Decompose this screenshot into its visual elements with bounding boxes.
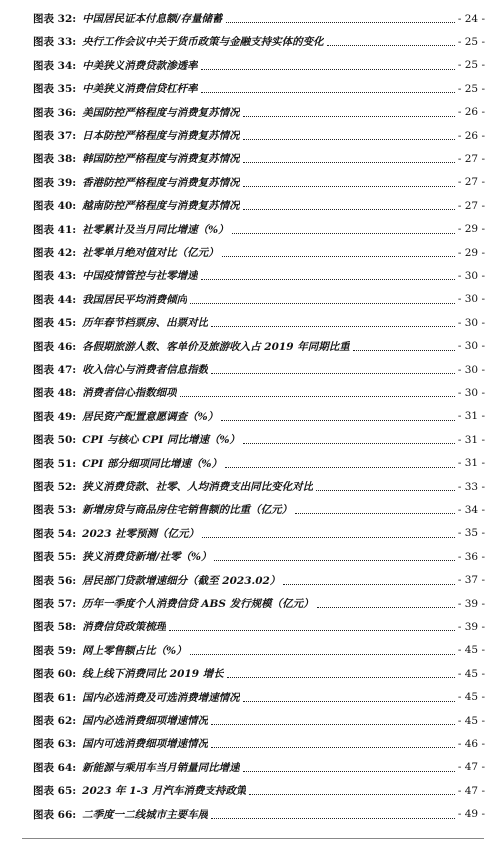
toc-entry-label: 图表 66: (33, 808, 77, 821)
toc-dot-leader (211, 316, 455, 327)
toc-dot-leader (316, 480, 455, 491)
toc-dot-leader (243, 129, 455, 140)
toc-dot-leader (243, 691, 455, 702)
toc-entry-title: CPI 部分细项同比增速（%） (82, 457, 222, 470)
toc-entry-label: 图表 58: (33, 621, 77, 634)
toc-entry-page-number: - 35 - (457, 527, 485, 540)
toc-entry-title: 线上线下消费同比 2019 增长 (82, 668, 224, 681)
toc-entry-label: 图表 53: (33, 504, 77, 517)
toc-entry[interactable] (33, 30, 485, 53)
toc-entry-title: 香港防控严格程度与消费复苏情况 (82, 176, 240, 189)
toc-entry-title: 居民部门贷款增速细分（截至 2023.02） (82, 574, 281, 587)
toc-entry[interactable] (33, 779, 485, 802)
toc-dot-leader (211, 363, 455, 374)
toc-entry-label: 图表 39: (33, 176, 77, 189)
toc-entry-page-number: - 31 - (457, 433, 485, 446)
toc-entry-title: 消费者信心指数细项 (82, 387, 177, 400)
toc-entry-label: 图表 55: (33, 551, 77, 564)
toc-dot-leader (226, 12, 455, 23)
toc-entry[interactable] (33, 803, 485, 826)
toc-dot-leader (225, 457, 455, 468)
toc-entry[interactable] (33, 381, 485, 404)
toc-dot-leader (214, 550, 454, 561)
toc-entry-title: 新增房贷与商品房住宅销售额的比重（亿元） (82, 504, 293, 517)
toc-entry-page-number: - 29 - (457, 223, 485, 236)
toc-dot-leader (211, 714, 455, 725)
toc-entry-page-number: - 25 - (457, 35, 485, 48)
toc-entry-title: 中国居民证本付息额/存量储蓄 (82, 13, 223, 25)
toc-entry-title: 国内可选消费细项增速情况 (82, 738, 209, 751)
toc-entry-label: 图表 38: (33, 153, 77, 166)
toc-entry-label: 图表 56: (33, 574, 77, 587)
toc-entry-page-number: - 47 - (457, 784, 485, 797)
toc-dot-leader (201, 269, 455, 280)
toc-entry-page-number: - 34 - (457, 503, 485, 516)
toc-entry-page-number: - 25 - (457, 82, 485, 95)
toc-entry[interactable] (33, 194, 485, 217)
toc-entry[interactable] (33, 615, 485, 638)
toc-entry-label: 图表 62: (33, 715, 77, 727)
toc-dot-leader (249, 784, 455, 795)
toc-entry[interactable] (33, 171, 485, 194)
toc-entry-page-number: - 30 - (457, 316, 485, 329)
toc-entry[interactable] (33, 101, 485, 124)
toc-dot-leader (327, 35, 455, 46)
toc-entry[interactable] (33, 241, 485, 264)
toc-entry[interactable] (33, 288, 485, 311)
toc-entry-title: 居民资产配置意愿调查（%） (82, 410, 219, 423)
toc-entry-title: 历年春节档票房、出票对比 (82, 317, 209, 330)
toc-entry-page-number: - 37 - (457, 574, 485, 587)
toc-entry[interactable] (33, 592, 485, 615)
toc-entry[interactable] (33, 54, 485, 77)
toc-entry[interactable] (33, 756, 485, 779)
toc-entry-page-number: - 33 - (457, 480, 485, 493)
toc-entry[interactable] (33, 218, 485, 241)
toc-entry[interactable] (33, 569, 485, 592)
toc-dot-leader (211, 737, 455, 748)
page-bottom-rule (22, 838, 484, 839)
toc-entry-title: 国内必选消费细项增速情况 (82, 715, 209, 727)
toc-entry[interactable] (33, 405, 485, 428)
toc-dot-leader (353, 340, 455, 351)
toc-entry-title: CPI 与核心 CPI 同比增速（%） (82, 434, 240, 447)
toc-entry-label: 图表 64: (33, 761, 77, 774)
toc-entry-page-number: - 45 - (457, 667, 485, 680)
toc-entry-title: 社零累计及当月同比增速（%） (82, 223, 229, 236)
toc-entry-label: 图表 51: (33, 457, 77, 470)
toc-entry-page-number: - 45 - (457, 714, 485, 727)
toc-entry-label: 图表 41: (33, 223, 77, 236)
toc-entry-label: 图表 48: (33, 387, 77, 400)
toc-dot-leader (243, 106, 455, 117)
toc-entry-page-number: - 24 - (457, 12, 485, 25)
toc-dot-leader (283, 574, 455, 585)
toc-entry-label: 图表 50: (33, 434, 77, 447)
toc-entry-label: 图表 40: (33, 200, 77, 213)
toc-entry-label: 图表 32: (33, 13, 77, 25)
toc-entry[interactable] (33, 662, 485, 685)
toc-entry-page-number: - 30 - (457, 340, 485, 353)
toc-entry-title: 日本防控严格程度与消费复苏情况 (82, 130, 240, 142)
toc-entry[interactable] (33, 522, 485, 545)
toc-entry-page-number: - 36 - (457, 550, 485, 563)
toc-entry-label: 图表 33: (33, 36, 77, 49)
toc-entry-title: 美国防控严格程度与消费复苏情况 (82, 106, 240, 119)
toc-entry[interactable] (33, 77, 485, 100)
toc-entry[interactable] (33, 264, 485, 287)
toc-entry-label: 图表 60: (33, 668, 77, 681)
toc-entry-page-number: - 27 - (457, 176, 485, 189)
toc-entry[interactable] (33, 545, 485, 568)
toc-dot-leader (243, 176, 455, 187)
toc-entry-page-number: - 30 - (457, 269, 485, 282)
toc-entry-title: 狭义消费贷款、社零、人均消费支出同比变化对比 (82, 481, 314, 493)
toc-entry-page-number: - 49 - (457, 808, 485, 821)
toc-entry-title: 韩国防控严格程度与消费复苏情况 (82, 153, 240, 166)
toc-entry[interactable] (33, 452, 485, 475)
toc-dot-leader (190, 644, 455, 655)
toc-entry[interactable] (33, 498, 485, 521)
toc-entry-page-number: - 27 - (457, 199, 485, 212)
toc-entry-page-number: - 25 - (457, 59, 485, 72)
toc-entry-label: 图表 37: (33, 130, 77, 142)
toc-entry[interactable] (33, 147, 485, 170)
toc-entry-label: 图表 36: (33, 106, 77, 119)
toc-entry-label: 图表 54: (33, 527, 77, 540)
toc-entry-label: 图表 47: (33, 364, 77, 376)
toc-entry-label: 图表 49: (33, 410, 77, 423)
toc-entry-page-number: - 30 - (457, 386, 485, 399)
toc-entry[interactable] (33, 335, 485, 358)
toc-entry-page-number: - 47 - (457, 761, 485, 774)
toc-entry[interactable] (33, 709, 485, 732)
toc-dot-leader (232, 223, 455, 234)
toc-entry[interactable] (33, 311, 485, 334)
toc-dot-leader (243, 199, 455, 210)
toc-entry-title: 央行工作会议中关于货币政策与金融支持实体的变化 (82, 36, 324, 49)
toc-entry-title: 各假期旅游人数、客单价及旅游收入占 2019 年同期比重 (82, 340, 350, 353)
toc-dot-leader (243, 433, 455, 444)
toc-entry-label: 图表 44: (33, 293, 77, 306)
toc-entry-label: 图表 42: (33, 247, 77, 259)
toc-entry-label: 图表 45: (33, 317, 77, 330)
toc-dot-leader (243, 761, 455, 772)
toc-entry-label: 图表 57: (33, 598, 77, 610)
toc-entry-page-number: - 39 - (457, 597, 485, 610)
toc-entry-label: 图表 63: (33, 738, 77, 751)
toc-entry[interactable] (33, 428, 485, 451)
toc-entry-page-number: - 27 - (457, 152, 485, 165)
toc-entry-page-number: - 29 - (457, 246, 485, 259)
toc-entry-page-number: - 26 - (457, 106, 485, 119)
toc-entry-title: 历年一季度个人消费信贷 ABS 发行规模（亿元） (82, 598, 314, 610)
toc-entry-page-number: - 26 - (457, 129, 485, 142)
toc-dot-leader (211, 808, 455, 819)
toc-entry-label: 图表 59: (33, 644, 77, 657)
toc-entry-page-number: - 39 - (457, 620, 485, 633)
toc-dot-leader (180, 386, 455, 397)
toc-entry-title: 中美狭义消费贷款渗透率 (82, 59, 198, 72)
toc-entry-title: 消费信贷政策梳理 (82, 621, 167, 634)
toc-entry-label: 图表 43: (33, 270, 77, 283)
toc-entry-page-number: - 30 - (457, 363, 485, 376)
toc-entry-page-number: - 46 - (457, 737, 485, 750)
toc-entry-title: 2023 社零预测（亿元） (82, 527, 200, 540)
toc-entry-label: 图表 35: (33, 83, 77, 96)
toc-entry-title: 中美狭义消费信贷杠杆率 (82, 83, 198, 96)
toc-dot-leader (222, 246, 455, 257)
toc-entry[interactable] (33, 686, 485, 709)
toc-entry-label: 图表 65: (33, 785, 77, 798)
toc-dot-leader (227, 667, 455, 678)
toc-dot-leader (201, 82, 455, 93)
toc-entry-page-number: - 45 - (457, 691, 485, 704)
toc-dot-leader (202, 527, 455, 538)
toc-entry-label: 图表 52: (33, 481, 77, 493)
toc-dot-leader (243, 152, 455, 163)
toc-entry-title: 二季度一二线城市主要车展 (82, 808, 209, 821)
toc-entry[interactable] (33, 639, 485, 662)
toc-entry-page-number: - 45 - (457, 644, 485, 657)
toc-entry-title: 越南防控严格程度与消费复苏情况 (82, 200, 240, 213)
toc-dot-leader (317, 597, 455, 608)
toc-entry-page-number: - 30 - (457, 293, 485, 306)
toc-entry[interactable] (33, 124, 485, 147)
toc-entry-title: 狭义消费贷新增/社零（%） (82, 551, 212, 564)
toc-entry-title: 新能源与乘用车当月销量同比增速 (82, 761, 240, 774)
toc-entry[interactable] (33, 7, 485, 30)
toc-dot-leader (169, 620, 455, 631)
toc-dot-leader (295, 503, 455, 514)
toc-entry-label: 图表 61: (33, 691, 77, 704)
toc-entry-title: 收入信心与消费者信息指数 (82, 364, 209, 376)
toc-entry[interactable] (33, 475, 485, 498)
toc-entry-title: 我国居民平均消费倾向 (82, 293, 188, 306)
toc-entry-title: 社零单月绝对值对比（亿元） (82, 247, 219, 259)
toc-dot-leader (190, 293, 455, 304)
toc-entry-page-number: - 31 - (457, 410, 485, 423)
toc-entry[interactable] (33, 358, 485, 381)
toc-entry-label: 图表 34: (33, 59, 77, 72)
toc-entry-page-number: - 31 - (457, 457, 485, 470)
toc-entry[interactable] (33, 732, 485, 755)
toc-entry-title: 国内必选消费及可选消费增速情况 (82, 691, 240, 704)
toc-entry-label: 图表 46: (33, 340, 77, 353)
toc-entry-title: 中国疫情管控与社零增速 (82, 270, 198, 283)
toc-dot-leader (201, 59, 455, 70)
toc-dot-leader (221, 410, 455, 421)
toc-entry-title: 2023 年 1-3 月汽车消费支持政策 (82, 785, 247, 798)
toc-entry-title: 网上零售额占比（%） (82, 644, 187, 657)
